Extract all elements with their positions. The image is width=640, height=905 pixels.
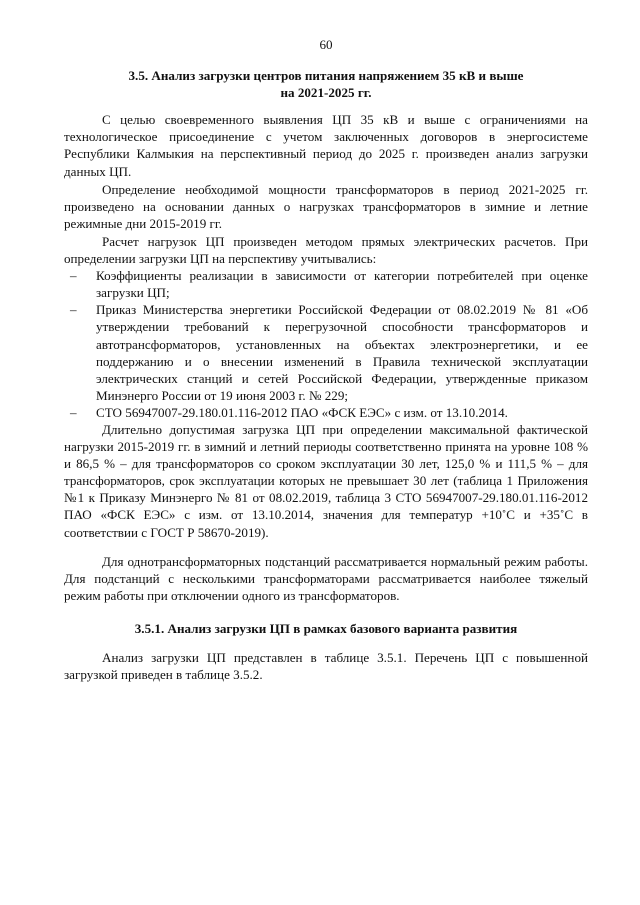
considerations-list <box>64 267 588 421</box>
paragraph-permissible-load: Длительно допустимая загрузка ЦП при определении максимальной фактической нагрузки 2015-2019 гг. в зимний и летний периоды соответственно принята на уровне 108 % и 86,5 % – для трансформаторов со сроком эксплуатации 30 лет, 125,0 % и 111,5 % – для трансформаторов, срок эксплуатации которых не превышает 30 лет (таблица 1 Приложения №1 к Приказу Минэнерго № 81 от 08.02.2019, таблица 3 СТО 56947007-29.180.01.116-2012 ПАО «ФСК ЕЭС» с изм. от 13.10.2014, значения для температур +10˚С и +35˚С в соответствии с ГОСТ Р 58670-2019). <box>64 421 588 540</box>
paragraph-tables-reference: Анализ загрузки ЦП представлен в таблице 3.5.1. Перечень ЦП с повышенной загрузкой приведен в таблице 3.5.2. <box>64 650 588 683</box>
document-page <box>64 36 588 683</box>
paragraph-capacity: Определение необходимой мощности трансформаторов в период 2021-2025 гг. произведено на основании данных о нагрузках трансформаторов в зимние и летние режимные дни 2015-2019 гг. <box>64 181 588 231</box>
paragraph-method: Расчет нагрузок ЦП произведен методом прямых электрических расчетов. При определении загрузки ЦП на перспективу учитывались: <box>64 233 588 267</box>
list-dash: – <box>70 302 77 318</box>
section-heading-line-1: 3.5. Анализ загрузки центров питания напряжением 35 кВ и выше <box>128 68 524 84</box>
paragraph-purpose: С целью своевременного выявления ЦП 35 кВ и выше с ограничениями на технологическое присоединение с учетом заключенных договоров в энергосистеме Республики Калмыкия на перспективный период до 2025 г. произведен анализ загрузки данных ЦП. <box>64 112 588 179</box>
list-item <box>64 267 588 301</box>
page-number: 60 <box>319 37 333 52</box>
list-item-text: Приказ Министерства энергетики Российской Федерации от 08.02.2019 № 81 «Об утверждении требований к перегрузочной способности трансформаторов и автотрансформаторов, установленных на объектах электроэнергетики, и ее поддержанию и о внесении изменений в Правила технической эксплуатации электрических станций и сетей Российской Федерации, утвержденные приказом Минэнерго России от 19 июня 2003 г. № 229; <box>96 302 588 403</box>
subsection-heading: 3.5.1. Анализ загрузки ЦП в рамках базового варианта развития <box>134 620 518 636</box>
list-item-text: Коэффициенты реализации в зависимости от категории потребителей при оценке загрузки ЦП; <box>96 268 588 301</box>
section-heading <box>64 67 588 101</box>
list-item-text: СТО 56947007-29.180.01.116-2012 ПАО «ФСК ЕЭС» с изм. от 13.10.2014. <box>96 404 508 420</box>
list-dash: – <box>70 268 77 284</box>
list-item <box>64 404 588 421</box>
section-heading-line-2: на 2021-2025 гг. <box>280 85 372 101</box>
list-item <box>64 301 588 404</box>
list-dash: – <box>70 404 77 420</box>
paragraph-operating-modes: Для однотрансформаторных подстанций рассматривается нормальный режим работы. Для подстанций с несколькими трансформаторами рассматривается наиболее тяжелый режим работы при отключении одного из трансформаторов. <box>64 553 588 603</box>
